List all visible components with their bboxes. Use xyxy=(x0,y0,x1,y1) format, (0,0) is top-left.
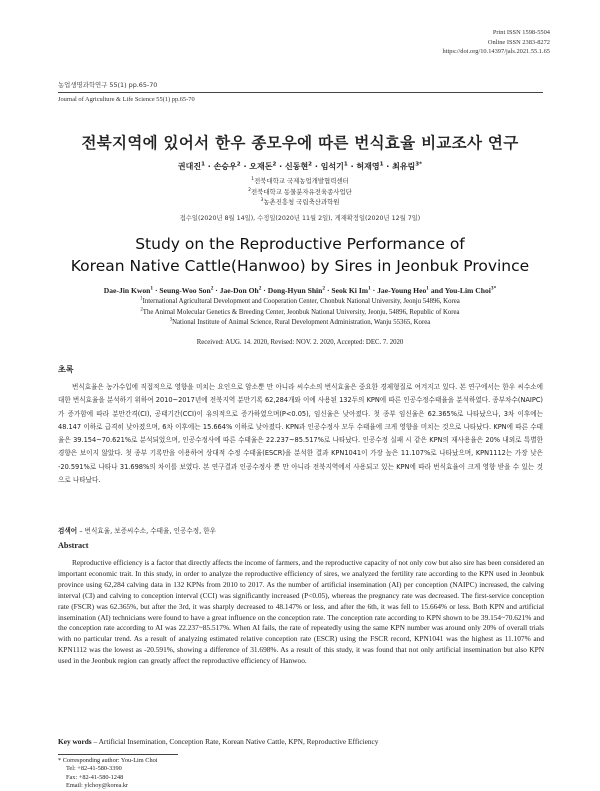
affiliation-ko: $^2$전북대학교 동물분자유전육종사업단 xyxy=(248,187,352,196)
authors-ko xyxy=(0,161,600,172)
keywords-en-list: – Artificial Insemination, Conception Rate, Korean Native Cattle, KPN, Reproductive Efficiency xyxy=(91,737,379,746)
footnote xyxy=(58,757,158,790)
keywords-ko-label: 검색어 xyxy=(58,527,78,535)
online-issn: Online ISSN 2383-8272 xyxy=(487,38,550,46)
author-sup: 1 xyxy=(343,161,348,168)
dates-en: Received: AUG. 14. 2020, Revised: NOV. 2. 2020, Accepted: DEC. 7. 2020 xyxy=(196,339,404,346)
author-sup: 1 xyxy=(426,285,429,292)
author-en: You-Lim Choi xyxy=(444,286,491,295)
abstract-ko-heading: 초록 xyxy=(58,365,74,374)
author-separator: · xyxy=(370,286,378,295)
keywords-ko xyxy=(58,525,543,535)
author-separator: · xyxy=(312,162,321,171)
author-sup: 1 xyxy=(368,285,371,292)
dates-ko: 접수일(2020년 8월 14일), 수정일(2020년 11월 2일), 게재확정일(2020년 12월 7일) xyxy=(179,215,421,222)
author-ko: 권대진 xyxy=(177,162,202,171)
journal-name-ko: 농업생명과학연구 55(1) pp.65-70 xyxy=(58,81,158,89)
author-ko: 허재영 xyxy=(356,162,380,171)
author-separator: and xyxy=(428,286,445,295)
affiliation-ko: $^3$농촌진흥청 국립축산과학원 xyxy=(260,197,340,206)
affiliations-ko xyxy=(0,176,600,208)
title-en-line: Korean Native Cattle(Hanwoo) by Sires in Jeonbuk Province xyxy=(70,256,530,275)
title-en xyxy=(0,234,600,277)
author-sup: 2 xyxy=(308,161,313,168)
affiliations-en xyxy=(0,297,600,329)
author-ko: 임석기 xyxy=(320,162,344,171)
author-separator: · xyxy=(325,286,332,295)
affiliation-ko: $^1$전북대학교 국제농업개발협력센터 xyxy=(251,176,349,185)
journal-name-en: Journal of Agriculture & Life Science 55(1) pp.65-70 xyxy=(58,96,195,103)
journal-identifiers xyxy=(443,28,550,57)
corresponding-author: * Corresponding author: You-Lim Choi xyxy=(58,757,158,764)
author-separator: · xyxy=(213,286,220,295)
fax: Fax: +82-41-580-1248 xyxy=(66,773,124,781)
affiliation-en: $^2$The Animal Molecular Genetics & Breeding Center, Jeonbuk National University, Jeonju, 54896, Republic of Korea xyxy=(140,307,460,316)
title-ko: 전북지역에 있어서 한우 종모우에 따른 번식효율 비교조사 연구 xyxy=(81,134,519,152)
author-sup: 2 xyxy=(236,161,241,168)
author-separator: · xyxy=(347,162,357,171)
header-divider xyxy=(58,92,543,93)
author-en: Seok Ki Im xyxy=(331,286,369,295)
abstract-en-body: Reproductive efficiency is a factor that directly affects the income of farmers, and the reproductive capacity of not only cow but also sire has been considered an important economic trait. In this study, in order to analyze the reproductive efficiency of sires, we analyzed the fertility rate according to the KPN used in Jeonbuk province using 62,284 calving data in 132 KPNs from 2010 to 2017. As the number of artificial insemination (AI) per conception (NAIPC) increased, the calving interval (CI) and calving to conception interval (CCI) was significantly increased (P<0.05), whereas the pregnancy rate was decreased. The first-service conception rate (FSCR) was 62.365%, but after the 3rd, it was sharply decreased to 48.147% or less, and after the 6th, it was fell to 15.664% or less. Both KPN and artificial insemination (AI) technicians were found to have a great influence on the conception rate. The conception rate according to KPN shown to be 39.154~70.621% and the conception rate according to AI was 22.237~85.517%. When AI fails, the rate of repeatedly using the same KPN number was around only 20% of overall trials with no particular trend. As a result of analyzing estimated relative conception rate (ESCR) using the FSCR record, KPN1041 was the highest as 11.107% and KPN1112 was the lowest as -20.591%, showing a difference of 31.698%. As a result of this study, it was found that not only artificial insemination but also KPN used in the Jeonbuk region can greatly affect the reproductive efficiency of Hanwoo. xyxy=(58,558,544,666)
author-en: Dae-Jin Kwon xyxy=(103,286,151,295)
affiliation-en: $^3$National Institute of Animal Science, Rural Development Administration, Wanju 55365, Korea xyxy=(169,317,431,326)
author-sup: 3* xyxy=(415,161,423,168)
email[interactable]: Email: ylchoy@korea.kr xyxy=(66,781,129,789)
author-separator: · xyxy=(276,162,285,171)
authors-en xyxy=(0,286,600,295)
author-sup: 2 xyxy=(258,285,262,292)
author-en: Jae-Young Heo xyxy=(377,286,427,295)
author-ko: 손승우 xyxy=(213,162,237,171)
author-sup: 3* xyxy=(490,285,497,292)
author-sup: 2 xyxy=(322,285,326,292)
author-ko: 최유림 xyxy=(392,162,416,171)
affiliation-en: $^1$International Agricultural Development and Cooperation Center, Chonbuk National University, Jeonju 54896, Korea xyxy=(140,296,460,305)
keywords-en-label: Key words xyxy=(58,737,92,746)
author-ko: 오재돈 xyxy=(249,162,273,171)
author-sup: 1 xyxy=(201,161,205,168)
author-sup: 1 xyxy=(379,161,384,168)
author-sup: 2 xyxy=(210,285,214,292)
author-separator: · xyxy=(153,286,160,295)
footnote-divider xyxy=(58,754,178,755)
author-separator: · xyxy=(240,162,250,171)
author-sup: 2 xyxy=(272,161,277,168)
doi-link[interactable]: https://doi.org/10.14397/jals.2021.55.1.65 xyxy=(442,48,550,56)
author-sup: 1 xyxy=(150,285,154,292)
abstract-ko-body: 번식효율은 농가수입에 직접적으로 영향을 미치는 요인으로 암소뿐 만 아니라 씨수소의 번식효율은 중요한 경제형질로 여겨지고 있다. 본 연구에서는 한우 씨수소에 대한 번식효율을 분석하기 위하여 2010~2017년에 전북지역 분만기록 62,284개와 이에 사용된 132두의 KPN에 따른 인공수정수태율을 분석하였다. 종부차수(NAIPC)가 증가함에 따라 분만간격(CI), 공태기간(CCI)이 유의적으로 증가하였으며(P<0.05), 임신율은 낮아졌다. 첫 종부 임신율은 62.365%로 나타났으나, 3차 이후에는 48.147 이하로 급격히 낮아졌으며, 6차 이후에는 15.664% 이하로 낮아졌다. KPN과 인공수정사 모두 수태율에 크게 영향을 미치는 것으로 나타났다. KPN에 따른 수태율은 39.154~70.621%로 분석되었으며, 인공수정사에 따른 수태율은 22.237~85.517%로 나타났다. 인공수정 실패 시 같은 KPN의 재사용율은 20% 내외로 특별한 경향은 보이지 않았다. 첫 종부 기록만을 이용하여 상대적 수정 수태율(ESCR)을 분석한 결과 KPN1041이 가장 높은 11.107%로 나타났으며, KPN1112는 가장 낮은 -20.591%로 나타나 31.698%의 차이를 보였다. 본 연구결과 인공수정사 뿐 만 아니라 전북지역에서 사용되고 있는 KPN에 따라 번식효율이 크게 영향 받을 수 있는 것으로 나타났다. xyxy=(58,383,543,485)
author-separator: · xyxy=(383,162,393,171)
author-en: Dong-Hyun Shin xyxy=(267,286,323,295)
author-en: Seung-Woo Son xyxy=(159,286,211,295)
author-separator: · xyxy=(261,286,268,295)
tel: Tel: +82-41-580-3390 xyxy=(66,765,122,773)
author-ko: 신동현 xyxy=(284,162,309,171)
author-en: Jae-Don Oh xyxy=(219,286,259,295)
print-issn: Print ISSN 1598-5504 xyxy=(492,29,550,36)
abstract-en-heading: Abstract xyxy=(58,541,89,550)
author-separator: · xyxy=(204,162,214,171)
title-en-line: Study on the Reproductive Performance of xyxy=(135,235,465,253)
keywords-ko-list: – 번식효율, 보증씨수소, 수태율, 인공수정, 한우 xyxy=(77,527,217,535)
keywords-en xyxy=(58,737,544,746)
